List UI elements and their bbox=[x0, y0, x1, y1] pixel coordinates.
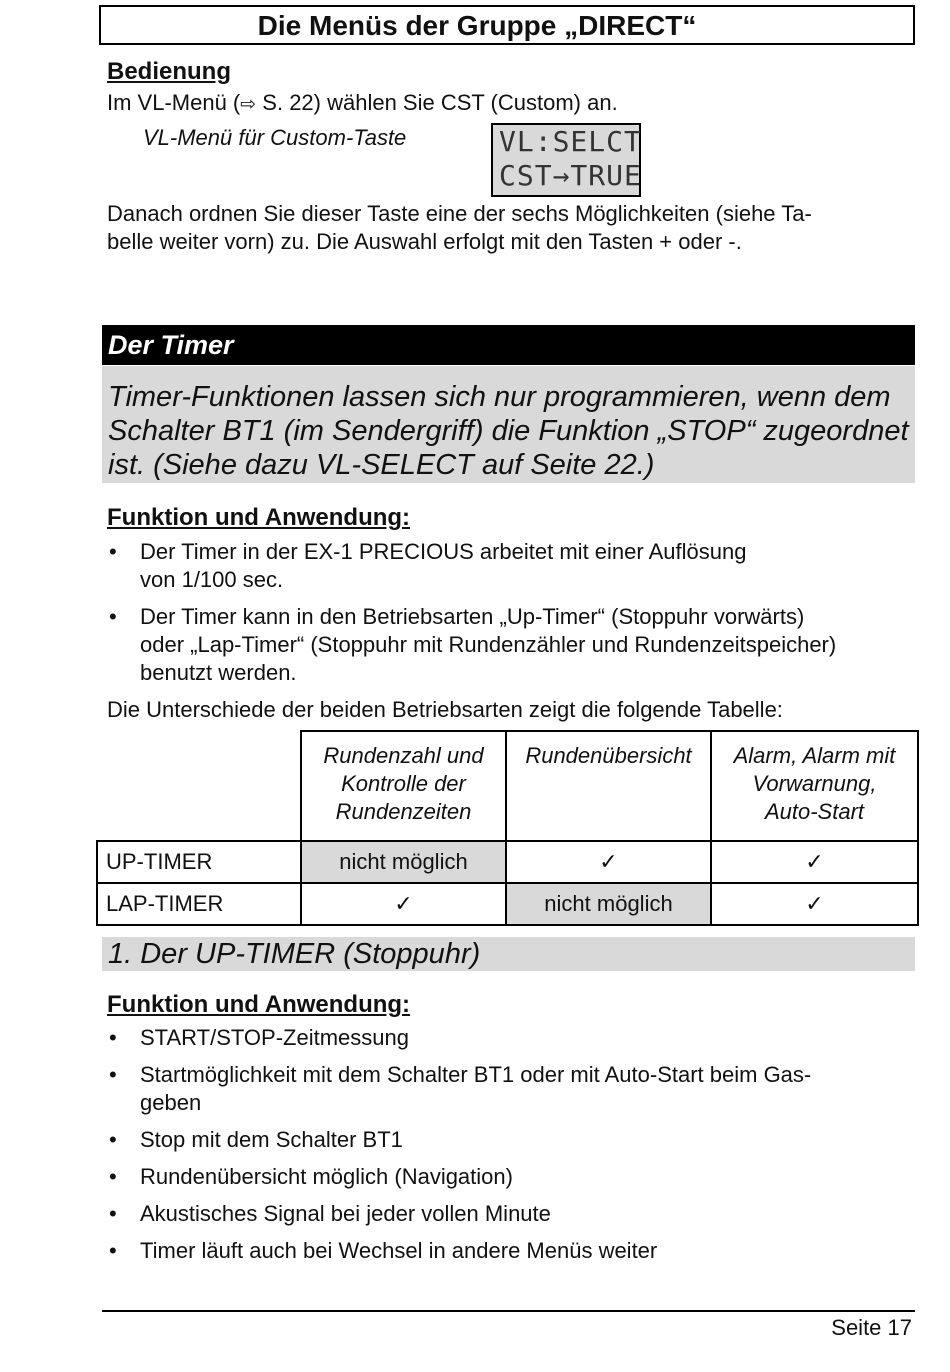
bullet-line: Startmöglichkeit mit dem Schalter BT1 oder mit Auto-Start beim Gas- bbox=[140, 1062, 812, 1087]
table-cell: nicht möglich bbox=[301, 841, 506, 883]
paragraph-line-1: Danach ordnen Sie dieser Taste eine der sechs Möglichkeiten (siehe Ta- bbox=[107, 201, 812, 226]
table-header-row bbox=[97, 731, 918, 841]
instruction-text-pre: Im VL-Menü ( bbox=[107, 90, 241, 115]
table-header-cell bbox=[301, 731, 506, 841]
table-header-cell bbox=[711, 731, 918, 841]
page-title: Die Menüs der Gruppe „DIRECT“ bbox=[99, 5, 915, 45]
check-icon: ✓ bbox=[711, 841, 918, 883]
bullet-icon: • bbox=[109, 1062, 117, 1087]
check-icon: ✓ bbox=[506, 841, 711, 883]
list-item bbox=[107, 603, 917, 687]
uptimer-section-heading: 1. Der UP-TIMER (Stoppuhr) bbox=[102, 937, 915, 971]
bullet-icon: • bbox=[109, 1164, 117, 1189]
timer-section-heading: Der Timer bbox=[102, 325, 915, 365]
list-item bbox=[107, 1024, 917, 1052]
bullet-line: Akustisches Signal bei jeder vollen Minute bbox=[140, 1201, 551, 1226]
bullet-icon: • bbox=[109, 1201, 117, 1226]
comparison-table bbox=[96, 730, 919, 926]
bullet-line: Der Timer kann in den Betriebsarten „Up-Timer“ (Stoppuhr vorwärts) bbox=[140, 604, 805, 629]
table-cell: nicht möglich bbox=[506, 883, 711, 925]
bedienung-instruction bbox=[107, 89, 618, 118]
bullet-icon: • bbox=[109, 1127, 117, 1152]
lcd-caption: VL-Menü für Custom-Taste bbox=[143, 125, 407, 150]
funktion-heading: Funktion und Anwendung: bbox=[107, 504, 411, 531]
table-intro: Die Unterschiede der beiden Betriebsarten zeigt die folgende Tabelle: bbox=[107, 697, 783, 722]
bullet-line: START/STOP-Zeitmessung bbox=[140, 1025, 409, 1050]
bullet-line: Rundenübersicht möglich (Navigation) bbox=[140, 1164, 513, 1189]
bullet-icon: • bbox=[109, 539, 117, 564]
table-row bbox=[97, 883, 918, 925]
list-item bbox=[107, 1163, 917, 1191]
header-line: Kontrolle der bbox=[341, 771, 466, 796]
bullet-icon: • bbox=[109, 1238, 117, 1263]
header-line: Rundenzeiten bbox=[335, 799, 472, 824]
table-corner-cell bbox=[97, 731, 301, 841]
bullet-line: von 1/100 sec. bbox=[140, 567, 284, 592]
header-line: Rundenübersicht bbox=[525, 743, 692, 768]
header-line: Alarm, Alarm mit bbox=[733, 743, 896, 768]
funktion-heading-2: Funktion und Anwendung: bbox=[107, 991, 411, 1018]
footer-divider bbox=[102, 1310, 915, 1312]
list-item bbox=[107, 1126, 917, 1154]
list-item bbox=[107, 538, 917, 594]
bullet-line: benutzt werden. bbox=[140, 660, 297, 685]
page-number: Seite 17 bbox=[831, 1315, 912, 1340]
header-line: Auto-Start bbox=[764, 799, 865, 824]
bullet-line: Timer läuft auch bei Wechsel in andere Menüs weiter bbox=[140, 1238, 658, 1263]
note-line-3: ist. (Siehe dazu VL-SELECT auf Seite 22.) bbox=[108, 449, 655, 481]
bullet-line: geben bbox=[140, 1090, 202, 1115]
table-header-cell bbox=[506, 731, 711, 841]
row-label: LAP-TIMER bbox=[97, 883, 301, 925]
list-item bbox=[107, 1200, 917, 1228]
bedienung-heading: Bedienung bbox=[107, 58, 231, 85]
bullet-line: Stop mit dem Schalter BT1 bbox=[140, 1127, 403, 1152]
lcd-line-1: VL:SELCT bbox=[499, 125, 642, 158]
header-line: Rundenzahl und bbox=[323, 743, 484, 768]
timer-bullet-list bbox=[107, 538, 917, 687]
header-line: Vorwarnung, bbox=[752, 771, 877, 796]
check-icon: ✓ bbox=[301, 883, 506, 925]
bullet-line: Der Timer in der EX-1 PRECIOUS arbeitet mit einer Auflösung bbox=[140, 539, 747, 564]
bedienung-paragraph bbox=[107, 200, 812, 256]
arrow-right-icon: ⇨ bbox=[240, 93, 257, 115]
note-line-2: Schalter BT1 (im Sendergriff) die Funktion „STOP“ zugeordnet bbox=[108, 415, 909, 447]
paragraph-line-2: belle weiter vorn) zu. Die Auswahl erfolgt mit den Tasten + oder -. bbox=[107, 229, 742, 254]
list-item bbox=[107, 1061, 917, 1117]
lcd-display bbox=[491, 123, 641, 197]
check-icon: ✓ bbox=[711, 883, 918, 925]
timer-note-box bbox=[102, 366, 915, 483]
bullet-icon: • bbox=[109, 604, 117, 629]
note-line-1: Timer-Funktionen lassen sich nur programmieren, wenn dem bbox=[108, 381, 891, 413]
table-row bbox=[97, 841, 918, 883]
lcd-line-2: CST→TRUE bbox=[499, 159, 642, 192]
instruction-text-post: S. 22) wählen Sie CST (Custom) an. bbox=[256, 90, 618, 115]
row-label: UP-TIMER bbox=[97, 841, 301, 883]
list-item bbox=[107, 1237, 917, 1265]
bullet-icon: • bbox=[109, 1025, 117, 1050]
bullet-line: oder „Lap-Timer“ (Stoppuhr mit Rundenzähler und Rundenzeitspeicher) bbox=[140, 632, 837, 657]
uptimer-bullet-list bbox=[107, 1024, 917, 1265]
